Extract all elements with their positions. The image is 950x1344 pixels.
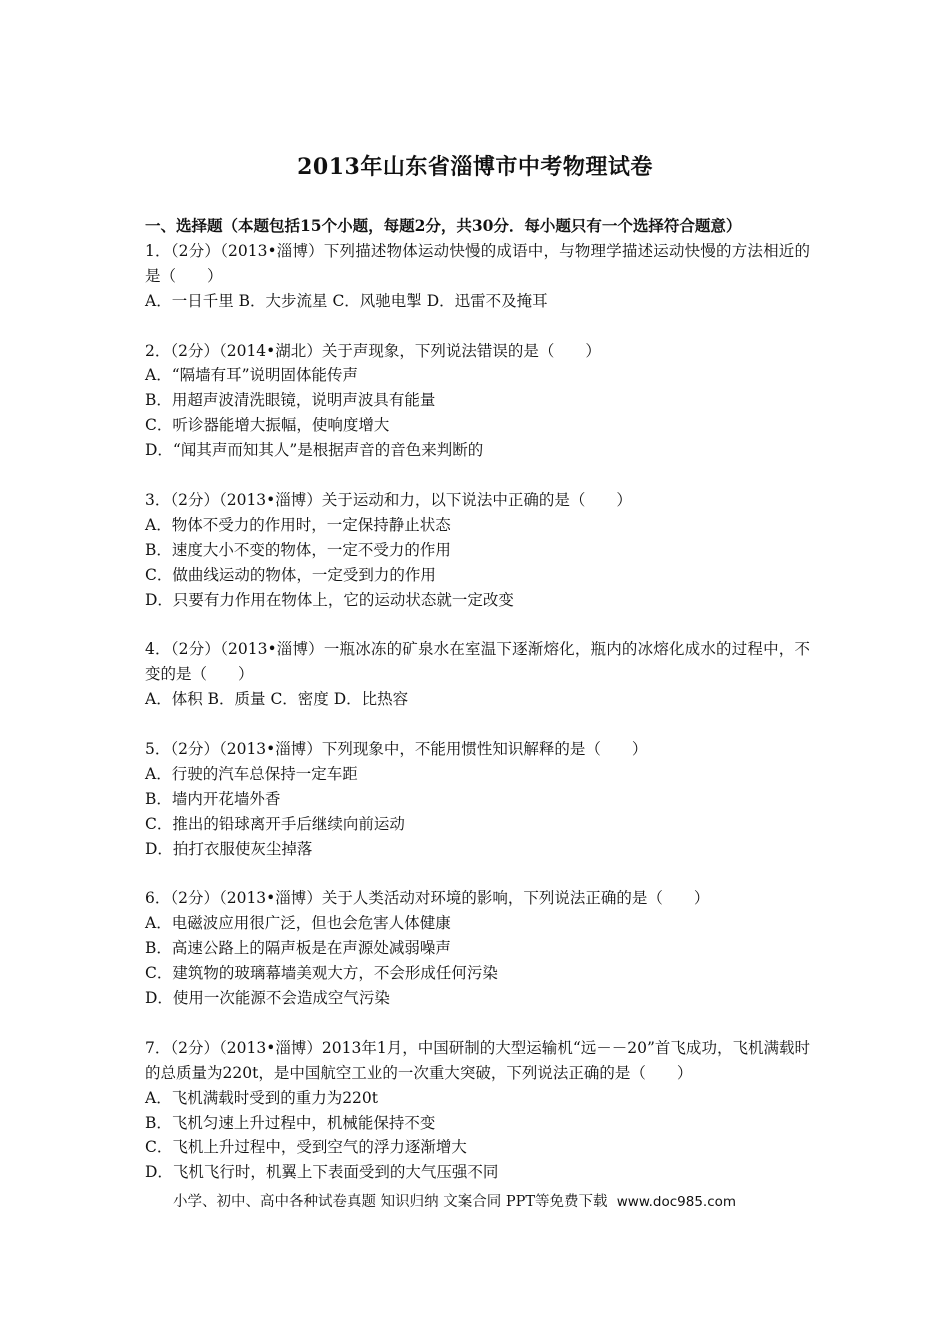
question-stem: 5．（2分）（2013•淄博）下列现象中，不能用惯性知识解释的是（ ） <box>145 739 648 758</box>
question-stem: 7．（2分）（2013•淄博）2013年1月，中国研制的大型运输机“远－－20”首飞成功，飞机满载时的总质量为220t，是中国航空工业的一次重大突破，下列说法正确的是（ ） <box>145 1038 810 1082</box>
footer-text: 小学、初中、高中各种试卷真题 知识归纳 文案合同 PPT等免费下载 <box>173 1194 608 1210</box>
footer-site-link[interactable]: www.doc985.com <box>616 1194 737 1210</box>
option-d: D．飞机飞行时，机翼上下表面受到的大气压强不同 <box>145 1163 499 1182</box>
option-a: A．行驶的汽车总保持一定车距 <box>145 764 358 783</box>
option-b: B．用超声波清洗眼镜，说明声波具有能量 <box>145 391 436 410</box>
question-6 <box>145 886 810 1011</box>
option-b: B．速度大小不变的物体，一定不受力的作用 <box>145 540 451 559</box>
option-d: D．“闻其声而知其人”是根据声音的音色来判断的 <box>145 441 484 460</box>
page-title: 2013年山东省淄博市中考物理试卷 <box>297 154 653 180</box>
option-a: A．飞机满载时受到的重力为220t <box>145 1088 379 1107</box>
option-b: B．墙内开花墙外香 <box>145 789 281 808</box>
question-4 <box>145 637 810 712</box>
question-7 <box>145 1036 810 1185</box>
page-footer <box>173 1191 736 1213</box>
section-heading: 一、选择题（本题包括15个小题，每题2分，共30分．每小题只有一个选择符合题意） <box>145 216 742 235</box>
option-b: B．高速公路上的隔声板是在声源处减弱噪声 <box>145 939 451 958</box>
option-c: C．推出的铅球离开手后继续向前运动 <box>145 814 405 833</box>
option-b: B．飞机匀速上升过程中，机械能保持不变 <box>145 1113 436 1132</box>
exam-content <box>145 214 810 1185</box>
option-c: C．做曲线运动的物体，一定受到力的作用 <box>145 565 436 584</box>
option-d: D．使用一次能源不会造成空气污染 <box>145 989 390 1008</box>
option-a: A．电磁波应用很广泛，但也会危害人体健康 <box>145 914 451 933</box>
question-options: A．一日千里 B．大步流星 C．风驰电掣 D．迅雷不及掩耳 <box>145 291 548 310</box>
option-d: D．拍打衣服使灰尘掉落 <box>145 839 313 858</box>
question-5 <box>145 737 810 862</box>
option-a: A．“隔墙有耳”说明固体能传声 <box>145 366 359 385</box>
question-stem: 6．（2分）（2013•淄博）关于人类活动对环境的影响，下列说法正确的是（ ） <box>145 889 710 908</box>
question-2 <box>145 339 810 464</box>
question-stem: 1．（2分）（2013•淄博）下列描述物体运动快慢的成语中，与物理学描述运动快慢的方法相近的是（ ） <box>145 241 810 285</box>
question-stem: 3．（2分）（2013•淄博）关于运动和力，以下说法中正确的是（ ） <box>145 490 632 509</box>
option-d: D．只要有力作用在物体上，它的运动状态就一定改变 <box>145 590 514 609</box>
question-options: A．体积 B．质量 C．密度 D．比热容 <box>145 690 409 709</box>
question-stem: 4．（2分）（2013•淄博）一瓶冰冻的矿泉水在室温下逐渐熔化，瓶内的冰熔化成水的过程中，不变的是（ ） <box>145 640 810 684</box>
option-c: C．飞机上升过程中，受到空气的浮力逐渐增大 <box>145 1138 467 1157</box>
question-stem: 2．（2分）（2014•湖北）关于声现象，下列说法错误的是（ ） <box>145 341 601 360</box>
question-1 <box>145 239 810 314</box>
option-c: C．建筑物的玻璃幕墙美观大方，不会形成任何污染 <box>145 964 498 983</box>
option-c: C．听诊器能增大振幅，使响度增大 <box>145 416 390 435</box>
question-3 <box>145 488 810 613</box>
option-a: A．物体不受力的作用时，一定保持静止状态 <box>145 515 451 534</box>
